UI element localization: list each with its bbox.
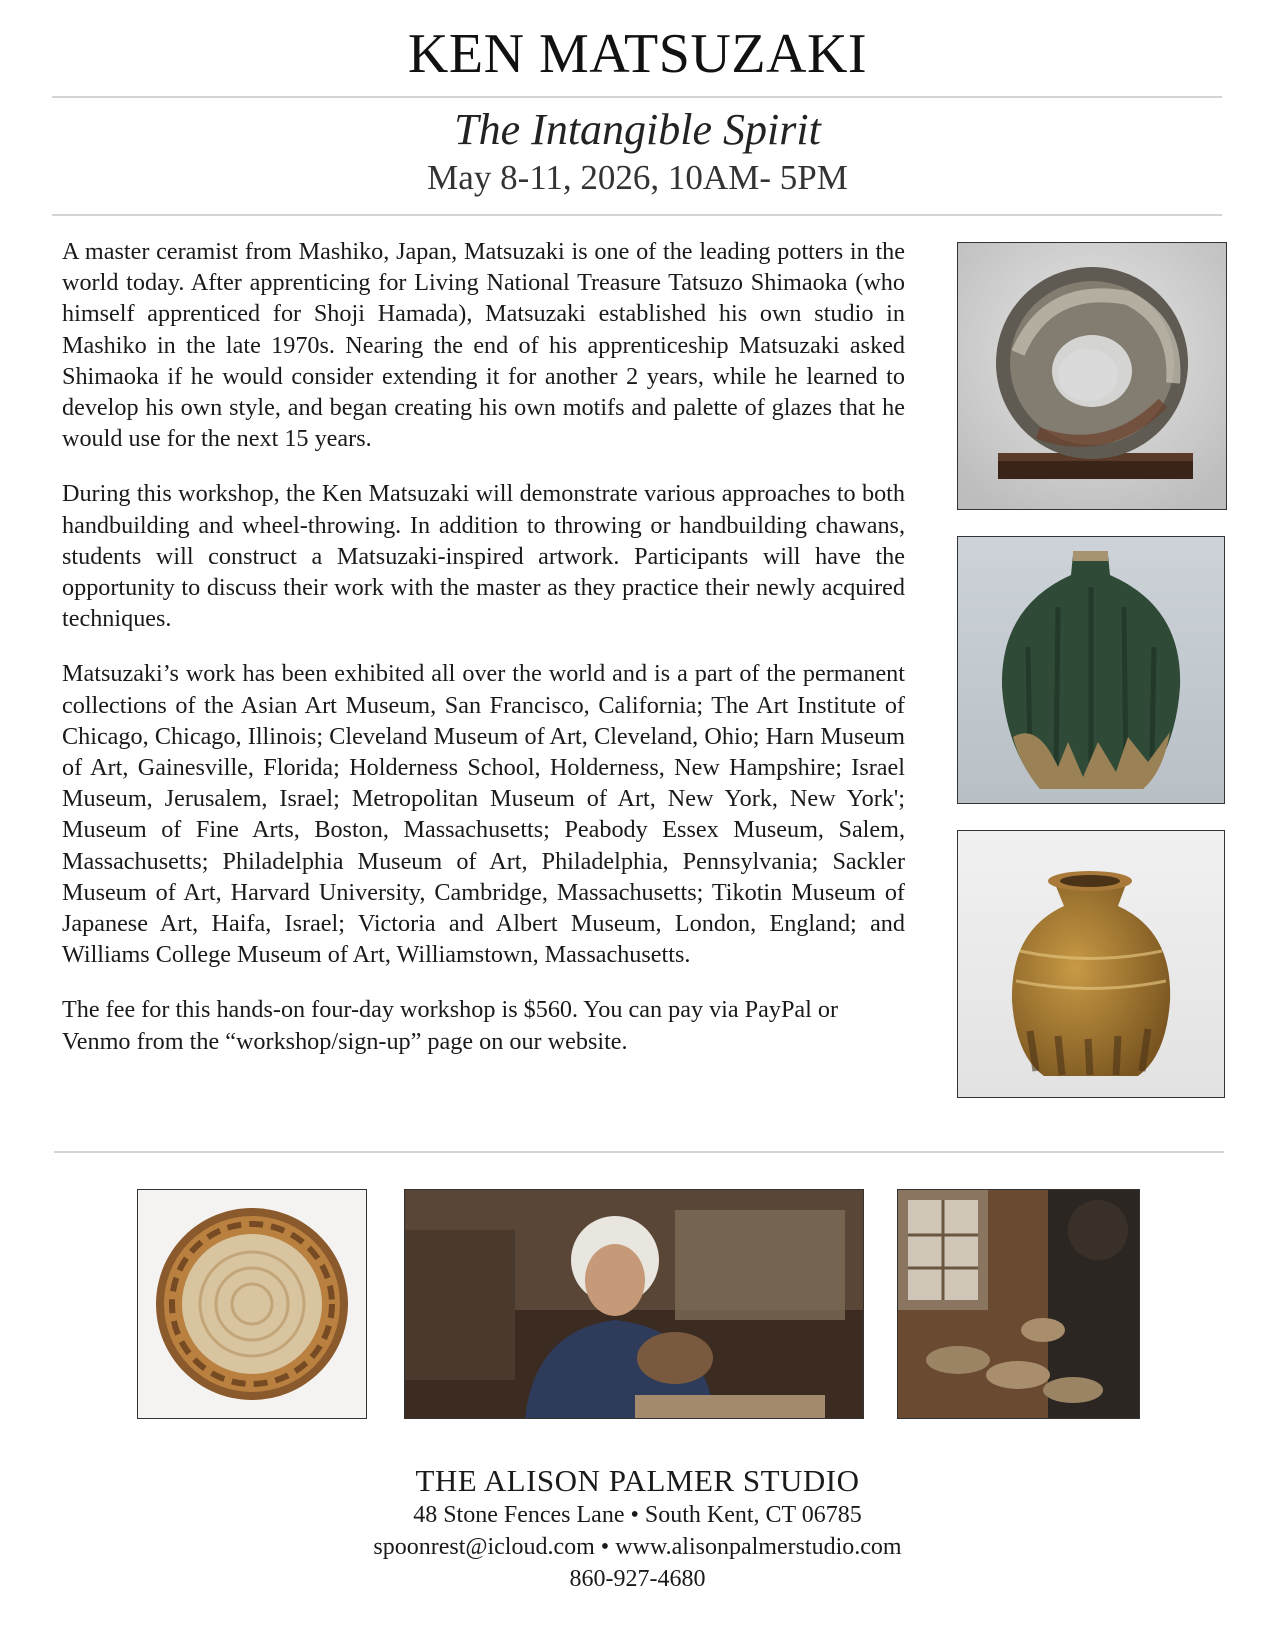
amber-jar-photo [957, 830, 1225, 1098]
throwing-bowls-photo [897, 1189, 1140, 1419]
subtitle-divider [52, 214, 1222, 216]
paragraph-collections: Matsuzaki’s work has been exhibited all over the world and is a part of the permanent collections of the Asian Art Museum, San Francisco, California; The Art Institute of Chicago, Chicago, Illinois; Cleveland Museum of Art, Cleveland, Ohio; Harn Museum of Art, Gainesville, Florida; Holderness School, Holderness, New Hampshire; Israel Museum, Jerusalem, Israel; Metropolitan Museum of Art, New York, New York'; Museum of Fine Arts, Boston, Massachusetts; Peabody Essex Museum, Salem, Massachusetts; Philadelphia Museum of Art, Philadelphia, Pennsylvania; Sackler Museum of Art, Harvard University, Cambridge, Massachusetts; Tikotin Museum of Japanese Art, Haifa, Israel; Victoria and Albert Museum, London, England; and Williams College Museum of Art, Williamstown, Massachusetts. [62, 660, 905, 969]
event-dates: May 8-11, 2026, 10AM- 5PM [427, 158, 848, 197]
studio-phone: 860-927-4680 [569, 1566, 706, 1592]
paragraph-workshop: During this workshop, the Ken Matsuzaki will demonstrate various approaches to both handbuilding and wheel-throwing. In addition to throwing or handbuilding chawans, students will construct a Matsuzaki-inspired artwork. Participants will have the opportunity to discuss their work with the master as they practice their newly acquired techniques. [62, 480, 905, 633]
page-title: KEN MATSUZAKI [407, 23, 868, 85]
plate-photo [137, 1189, 367, 1419]
studio-contact: spoonrest@icloud.com • www.alisonpalmerstudio.com [373, 1534, 902, 1560]
green-vase-photo [957, 536, 1225, 804]
body-text [62, 236, 905, 1081]
artist-portrait-photo [404, 1189, 864, 1419]
studio-address: 48 Stone Fences Lane • South Kent, CT 06785 [413, 1502, 862, 1528]
bottom-divider [54, 1151, 1224, 1153]
paragraph-intro: A master ceramist from Mashiko, Japan, Matsuzaki is one of the leading potters in the world today. After apprenticing for Living National Treasure Tatsuzo Shimaoka (who himself apprenticed for Shoji Hamada), Matsuzaki established his own studio in Mashiko in the late 1970s. Nearing the end of his apprenticeship Matsuzaki asked Shimaoka if he would consider extending it for another 2 years, while he learned to develop his own style, and began creating his own motifs and palette of glazes that he would use for the next 15 years. [62, 238, 905, 453]
header-divider [52, 96, 1222, 98]
studio-name: THE ALISON PALMER STUDIO [415, 1463, 860, 1498]
ring-sculpture-photo [957, 242, 1227, 510]
event-subtitle: The Intangible Spirit [454, 105, 821, 154]
paragraph-fee: The fee for this hands-on four-day workshop is $560. You can pay via PayPal or Venmo from the “workshop/sign-up” page on our website. [62, 996, 839, 1055]
